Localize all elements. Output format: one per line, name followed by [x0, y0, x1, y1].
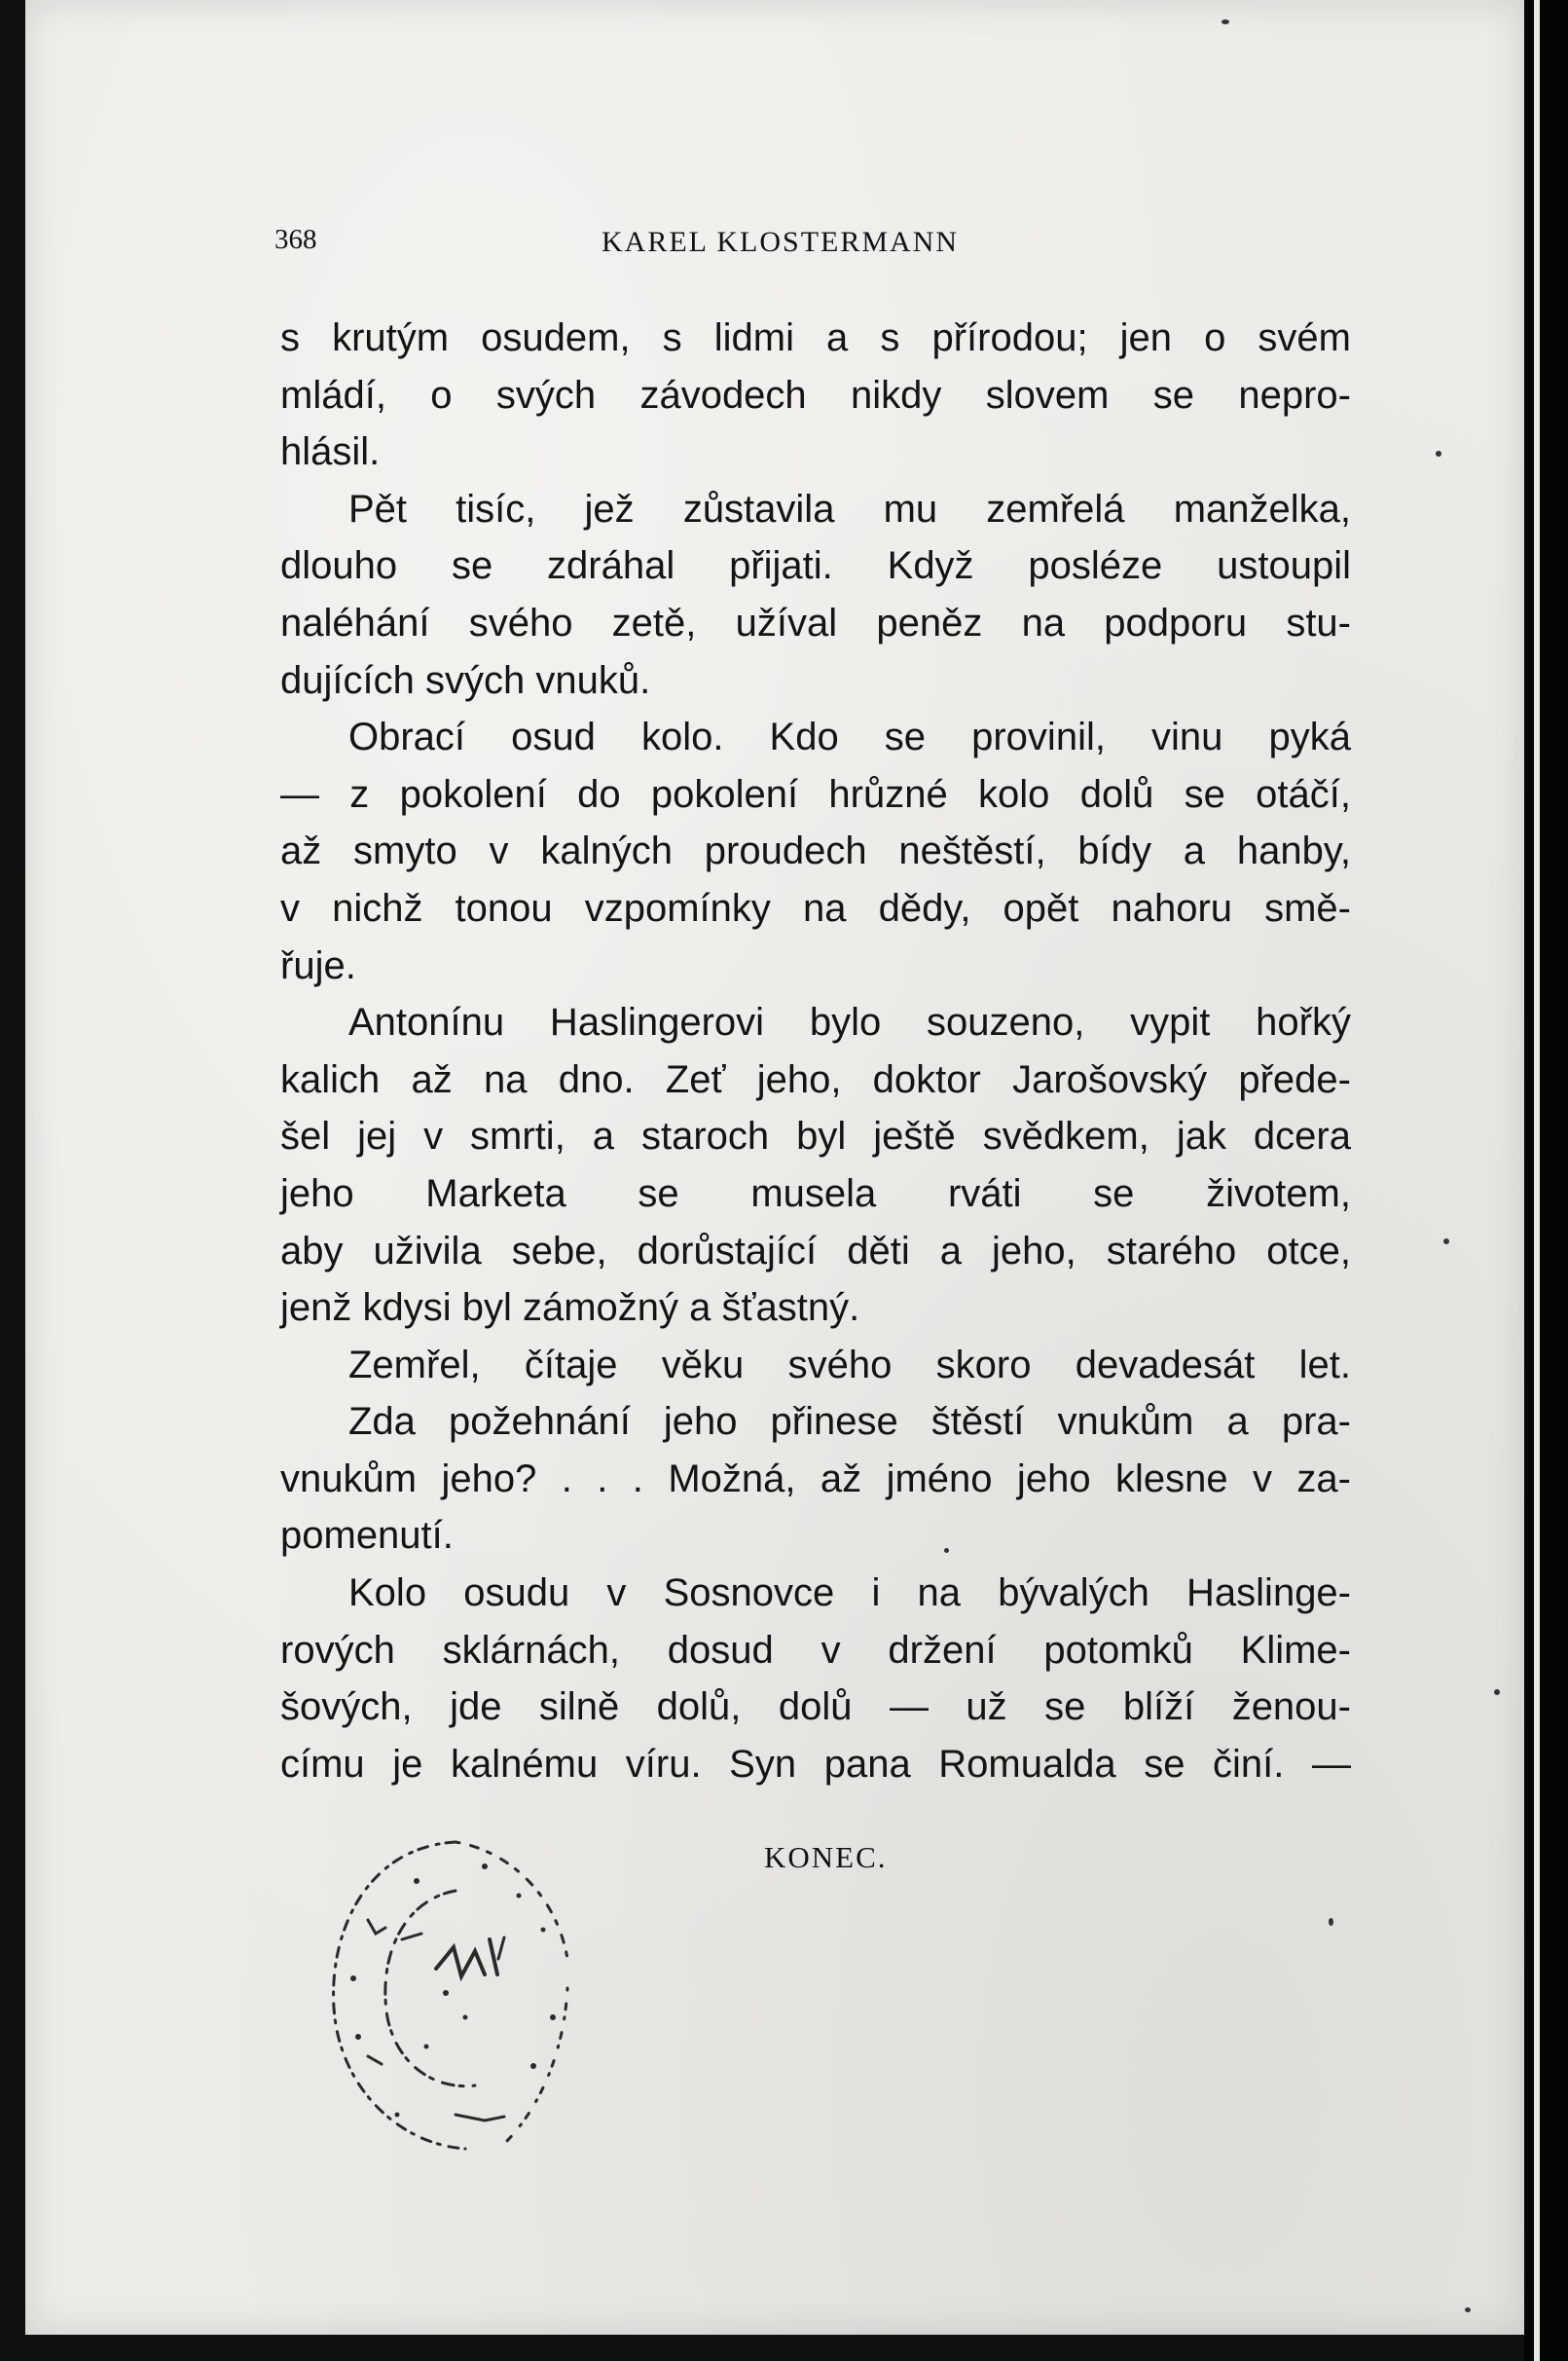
- text-line: Zemřel, čítaje věku svého skoro devadesát let.: [348, 1343, 1351, 1386]
- text-line: Obrací osud kolo. Kdo se provinil, vinu pyká: [348, 716, 1351, 759]
- text-line: dlouho se zdráhal přijati. Když posléze ustoupil: [280, 544, 1351, 588]
- text-line: až smyto v kalných proudech neštěstí, bídy a hanby,: [280, 830, 1351, 873]
- body-text: [280, 310, 1351, 1792]
- page-header: [274, 222, 1374, 267]
- speck: [1436, 451, 1441, 457]
- ending-mark: KONEC.: [764, 1840, 888, 1874]
- scan-edge: [1524, 0, 1568, 2361]
- text-line: Zda požehnání jeho přinese štěstí vnukům a pra-: [348, 1400, 1351, 1444]
- text-line: šel jej v smrti, a staroch byl ještě svědkem, jak dcera: [280, 1115, 1351, 1159]
- speck: [1494, 1689, 1500, 1695]
- text-line: řuje.: [280, 943, 356, 987]
- speck: [944, 1548, 949, 1553]
- library-stamp-icon: [310, 1823, 602, 2173]
- text-line: v nichž tonou vzpomínky na dědy, opět nahoru smě-: [280, 886, 1351, 930]
- text-line: rových sklárnách, dosud v držení potomků Klime-: [280, 1628, 1351, 1672]
- speck: [1222, 19, 1229, 24]
- text-line: Pět tisíc, jež zůstavila mu zemřelá manželka,: [348, 487, 1351, 531]
- speck: [1329, 1918, 1333, 1926]
- text-line: hlásil.: [280, 430, 381, 474]
- page-number: 368: [274, 224, 317, 255]
- text-line: s krutým osudem, s lidmi a s přírodou; jen o svém: [280, 316, 1351, 359]
- text-line: Kolo osudu v Sosnovce i na bývalých Haslinge-: [348, 1571, 1351, 1615]
- text-line: aby uživila sebe, dorůstající děti a jeho, starého otce,: [280, 1229, 1351, 1273]
- text-line: Antonínu Haslingerovi bylo souzeno, vypit hořký: [348, 1001, 1351, 1045]
- text-line: šových, jde silně dolů, dolů — už se blíží ženou-: [280, 1685, 1351, 1729]
- page-edge-line: [1534, 0, 1540, 2361]
- text-line: címu je kalnému víru. Syn pana Romualda se činí. —: [280, 1742, 1351, 1786]
- text-line: jeho Marketa se musela rváti se životem,: [280, 1171, 1351, 1215]
- running-head-author: KAREL KLOSTERMANN: [602, 226, 960, 258]
- text-line: pomenutí.: [280, 1514, 454, 1558]
- text-line: vnukům jeho? . . . Možná, až jméno jeho klesne v za-: [280, 1457, 1351, 1500]
- speck: [1465, 2307, 1471, 2312]
- speck: [1443, 1238, 1449, 1244]
- text-line: naléhání svého zetě, užíval peněz na podporu stu-: [280, 601, 1351, 645]
- text-line: jenž kdysi byl zámožný a šťastný.: [280, 1286, 860, 1330]
- text-line: mládí, o svých závodech nikdy slovem se nepro-: [280, 373, 1351, 417]
- text-line: — z pokolení do pokolení hrůzné kolo dolů se otáčí,: [280, 772, 1351, 816]
- text-line: kalich až na dno. Zeť jeho, doktor Jarošovský přede-: [280, 1057, 1351, 1101]
- text-line: dujících svých vnuků.: [280, 658, 651, 702]
